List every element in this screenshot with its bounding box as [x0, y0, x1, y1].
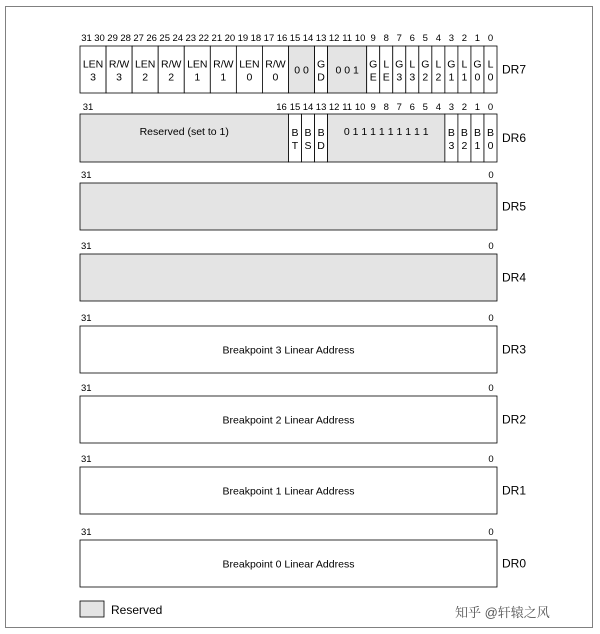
dr6-bit-number: 31 [82, 102, 94, 113]
dr4-register-box [80, 254, 497, 301]
dr7-bit-number: 28 [120, 33, 131, 44]
dr6-bit-number: 10 [354, 102, 366, 113]
dr7-field-label: 0 [246, 71, 253, 84]
dr7-bit-number: 5 [422, 33, 428, 44]
dr7-field-label: 3 [409, 71, 416, 84]
dr7-field-label: R/W [108, 58, 130, 71]
dr7-bit-number: 23 [185, 33, 197, 44]
dr7-field-label: R/W [161, 58, 182, 71]
dr7-field-label: 0 0 [294, 64, 309, 77]
dr6-bit-number: 8 [383, 102, 389, 113]
dr6-bit-number: 2 [461, 102, 468, 113]
dr7-bit-number: 1 [474, 33, 481, 44]
dr2-bit-number-right: 0 [488, 383, 494, 394]
dr7-field-label: L [461, 58, 468, 71]
dr7-bit-number: 20 [224, 33, 236, 44]
dr7-bit-number: 17 [263, 33, 275, 44]
dr6-bit-number: 0 [487, 102, 494, 113]
dr6-bit-number: 5 [422, 102, 428, 113]
dr7-field-label: 1 [448, 71, 455, 84]
dr6-field-cell [328, 114, 445, 162]
dr7-bit-number: 0 [487, 33, 494, 44]
dr7-bit-number: 4 [435, 33, 442, 44]
dr3-field-label: Breakpoint 3 Linear Address [222, 344, 355, 357]
dr7-field-label: 3 [90, 71, 96, 84]
dr6-bit-number: 14 [302, 102, 314, 113]
dr7-bit-number: 26 [146, 33, 157, 44]
dr6-bit-number: 13 [315, 102, 327, 113]
dr7-field-label: D [317, 71, 325, 84]
dr6-field-label: B [486, 127, 494, 139]
dr7-field-label: G [447, 58, 456, 71]
dr7-field-label: 2 [422, 71, 429, 84]
dr7-field-label: 1 [194, 71, 201, 84]
dr7-field-label: R/W [213, 58, 234, 71]
dr6-field-label: B [304, 127, 312, 139]
dr6-bit-number: 16 [276, 102, 287, 113]
dr6-field-label: 0 [487, 140, 494, 152]
dr3-bit-number-left: 31 [81, 313, 92, 324]
dr6-field-label: 1 [474, 140, 481, 152]
dr7-bit-number: 13 [315, 33, 327, 44]
dr7-bit-number: 29 [107, 33, 118, 44]
dr6-field-label: S [304, 140, 312, 152]
dr6-field-label: 0 1 1 1 1 1 1 1 1 1 [343, 126, 429, 138]
dr6-field-label: Reserved (set to 1) [139, 126, 229, 138]
dr4-register-name: DR4 [502, 270, 527, 285]
dr6-bit-number: 6 [409, 102, 415, 113]
dr7-field-label: 0 [487, 71, 494, 84]
dr6-register-name: DR6 [502, 131, 527, 145]
dr6-field-label: B [291, 127, 299, 139]
dr7-field-label: LEN [239, 58, 260, 71]
dr7-bit-number: 10 [354, 33, 366, 44]
dr7-bit-number: 9 [370, 33, 376, 44]
dr7-field-label: L [435, 58, 442, 71]
dr6-field-cell [80, 114, 289, 162]
dr6-field-label: 3 [448, 140, 455, 152]
dr7-field-label: L [383, 58, 390, 71]
dr7-field-label: E [369, 71, 377, 84]
dr6-field-label: B [447, 127, 455, 139]
dr0-bit-number-left: 31 [81, 527, 92, 538]
dr6-field-label: B [317, 127, 325, 139]
dr6-bit-number: 7 [396, 102, 402, 113]
dr7-field-label: L [487, 58, 494, 71]
legend-label: Reserved [111, 603, 163, 617]
dr5-register-box [80, 183, 497, 230]
legend-swatch [80, 601, 104, 617]
dr6-bit-number: 4 [435, 102, 442, 113]
dr7-field-label: L [409, 58, 416, 71]
dr7-bit-number: 14 [302, 33, 314, 44]
dr6-bit-number: 15 [289, 102, 301, 113]
dr7-bit-number: 31 [81, 33, 92, 44]
dr6-field-label: D [317, 140, 325, 152]
dr7-field-label: LEN [187, 58, 208, 71]
dr7-field-label: E [382, 71, 390, 84]
dr6-bit-number: 12 [328, 102, 340, 113]
dr7-field-label: 3 [116, 71, 123, 84]
dr6-bit-number: 1 [474, 102, 481, 113]
dr7-field-label: G [369, 58, 378, 71]
dr7-bit-number: 18 [250, 33, 262, 44]
dr7-field-label: G [316, 58, 326, 71]
dr3-register-name: DR3 [502, 342, 527, 357]
dr7-bit-number: 3 [448, 33, 455, 44]
dr6-bit-number: 9 [370, 102, 376, 113]
dr7-bit-number: 19 [237, 33, 249, 44]
dr7-bit-number: 27 [133, 33, 144, 44]
dr7-field-label: 2 [168, 71, 175, 84]
dr1-bit-number-right: 0 [488, 454, 494, 465]
dr7-field-label: G [395, 58, 404, 71]
dr7-field-label: 1 [220, 71, 227, 84]
dr7-bit-number: 12 [328, 33, 340, 44]
dr7-field-label: 0 [272, 71, 279, 84]
dr7-field-label: 2 [435, 71, 442, 84]
dr5-bit-number-left: 31 [81, 170, 92, 181]
dr6-field-label: 2 [461, 140, 468, 152]
dr7-bit-number: 15 [289, 33, 301, 44]
dr7-bit-number: 21 [211, 33, 223, 44]
dr7-bit-number: 24 [172, 33, 184, 44]
dr7-bit-number: 22 [198, 33, 210, 44]
dr2-field-label: Breakpoint 2 Linear Address [222, 414, 355, 427]
dr6-field-label: B [460, 127, 468, 139]
dr7-bit-number: 8 [383, 33, 389, 44]
dr6-field-label: T [291, 140, 299, 152]
dr2-register-name: DR2 [502, 412, 527, 427]
dr1-field-label: Breakpoint 1 Linear Address [222, 485, 355, 498]
dr7-field-label: 2 [142, 71, 149, 84]
dr1-bit-number-left: 31 [81, 454, 92, 465]
dr7-bit-number: 11 [342, 33, 353, 44]
dr7-field-label: 0 [474, 71, 481, 84]
dr5-register-name: DR5 [502, 199, 527, 214]
dr7-register-name: DR7 [502, 62, 527, 77]
dr6-bit-number: 11 [342, 102, 353, 113]
dr7-bit-number: 7 [396, 33, 402, 44]
dr3-bit-number-right: 0 [488, 313, 494, 324]
dr7-field-label: 3 [396, 71, 403, 84]
dr7-bit-number: 16 [276, 33, 288, 44]
dr7-field-label: G [421, 58, 430, 71]
dr7-field-label: LEN [134, 58, 156, 71]
dr2-bit-number-left: 31 [81, 383, 92, 394]
dr5-bit-number-right: 0 [488, 170, 494, 181]
dr7-field-label: 1 [461, 71, 468, 84]
dr7-field-label: 0 0 1 [335, 64, 359, 77]
dr0-field-label: Breakpoint 0 Linear Address [222, 558, 355, 571]
dr7-bit-number: 2 [461, 33, 468, 44]
dr7-bit-number: 25 [159, 33, 170, 44]
dr0-bit-number-right: 0 [488, 527, 494, 538]
watermark: 知乎 @轩辕之风 [455, 605, 550, 620]
dr6-bit-number: 3 [448, 102, 455, 113]
dr4-bit-number-left: 31 [81, 241, 92, 252]
dr1-register-name: DR1 [502, 483, 527, 498]
dr7-field-label: R/W [265, 58, 286, 71]
dr4-bit-number-right: 0 [488, 241, 494, 252]
dr7-field-label: G [473, 58, 482, 71]
dr7-bit-number: 6 [409, 33, 415, 44]
dr7-field-label: LEN [82, 58, 104, 71]
dr6-field-label: B [473, 127, 481, 139]
dr0-register-name: DR0 [502, 556, 527, 571]
dr7-bit-number: 30 [94, 33, 105, 44]
